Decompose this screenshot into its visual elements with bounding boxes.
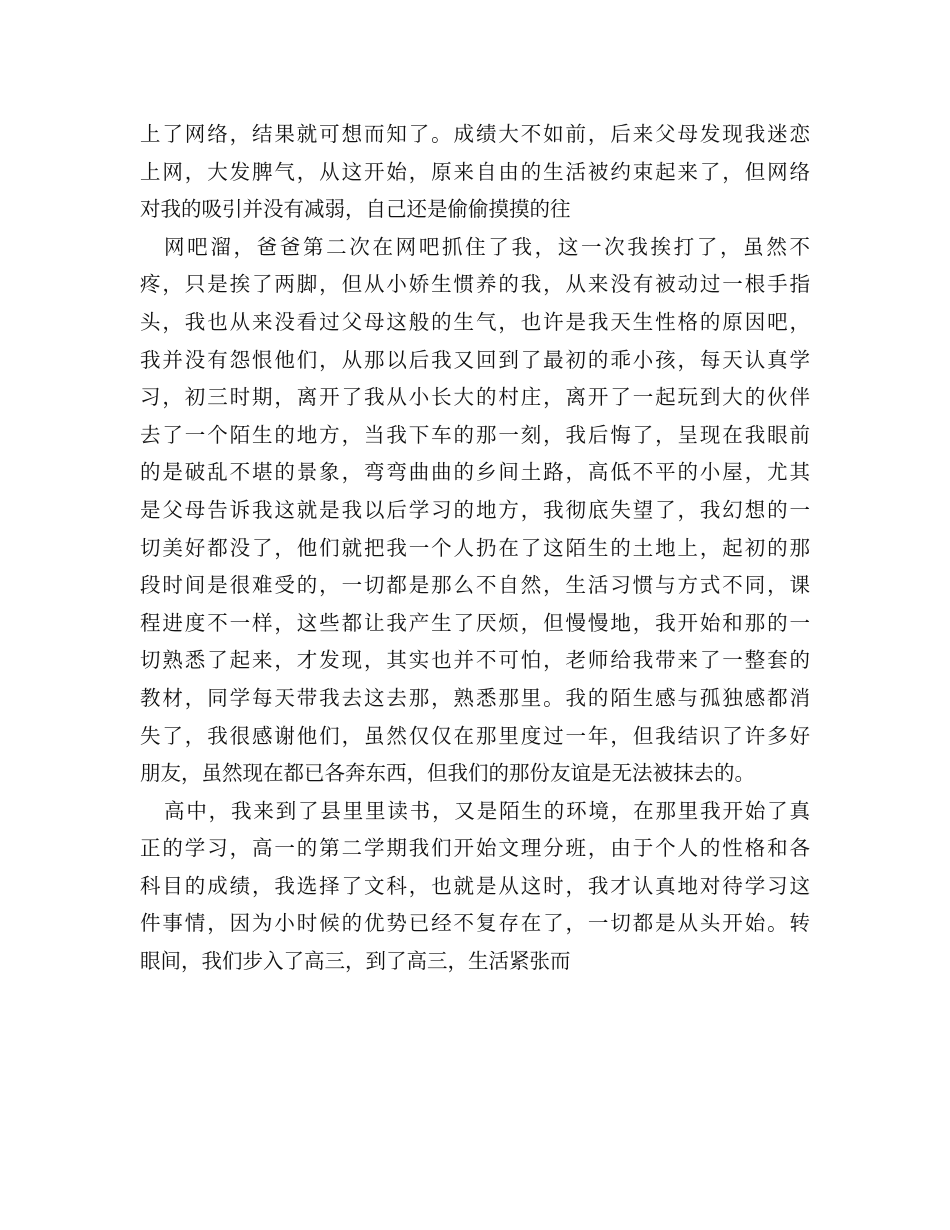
text-line: 程进度不一样，这些都让我产生了厌烦，但慢慢地，我开始和那的一 [140, 610, 810, 635]
text-line: 切美好都没了，他们就把我一个人扔在了这陌生的土地上，起初的那 [140, 535, 810, 560]
paragraph [140, 229, 810, 793]
text-line: 教材，同学每天带我去这去那，熟悉那里。我的陌生感与孤独感都消 [140, 685, 810, 710]
text-line: 失了，我很感谢他们，虽然仅仅在那里度过一年，但我结识了许多好 [140, 723, 810, 748]
text-line: 头，我也从来没看过父母这般的生气，也许是我天生性格的原因吧， [140, 309, 810, 334]
text-line: 切熟悉了起来，才发现，其实也并不可怕，老师给我带来了一整套的 [140, 648, 810, 673]
paragraph [140, 116, 810, 229]
text-line: 上网，大发脾气，从这开始，原来自由的生活被约束起来了，但网络 [140, 159, 810, 184]
text-line: 段时间是很难受的，一切都是那么不自然，生活习惯与方式不同，课 [140, 573, 810, 598]
text-line: 我并没有怨恨他们，从那以后我又回到了最初的乖小孩，每天认真学 [140, 347, 810, 372]
text-line: 件事情，因为小时候的优势已经不复存在了，一切都是从头开始。转 [140, 911, 810, 936]
text-line: 疼，只是挨了两脚，但从小娇生惯养的我，从来没有被动过一根手指 [140, 272, 810, 297]
text-line: 眼间，我们步入了高三，到了高三，生活紧张而 [140, 949, 571, 974]
text-line: 朋友，虽然现在都已各奔东西，但我们的那份友谊是无法被抹去的。 [140, 761, 755, 786]
text-line: 网吧溜，爸爸第二次在网吧抓住了我，这一次我挨打了，虽然不 [164, 234, 810, 259]
body-text [140, 116, 810, 981]
text-line: 对我的吸引并没有减弱，自己还是偷偷摸摸的往 [140, 197, 571, 222]
text-line: 上了网络，结果就可想而知了。成绩大不如前，后来父母发现我迷恋 [140, 122, 810, 146]
text-line: 科目的成绩，我选择了文科，也就是从这时，我才认真地对待学习这 [140, 873, 810, 898]
text-line: 是父母告诉我这就是我以后学习的地方，我彻底失望了，我幻想的一 [140, 497, 810, 522]
text-line: 正的学习，高一的第二学期我们开始文理分班，由于个人的性格和各 [140, 836, 810, 861]
text-line: 去了一个陌生的地方，当我下车的那一刻，我后悔了，呈现在我眼前 [140, 422, 810, 447]
text-line: 高中，我来到了县里里读书，又是陌生的环境，在那里我开始了真 [164, 798, 810, 823]
text-line: 习，初三时期，离开了我从小长大的村庄，离开了一起玩到大的伙伴 [140, 385, 810, 410]
text-line: 的是破乱不堪的景象，弯弯曲曲的乡间土路，高低不平的小屋，尤其 [140, 460, 810, 485]
paragraph [140, 793, 810, 981]
